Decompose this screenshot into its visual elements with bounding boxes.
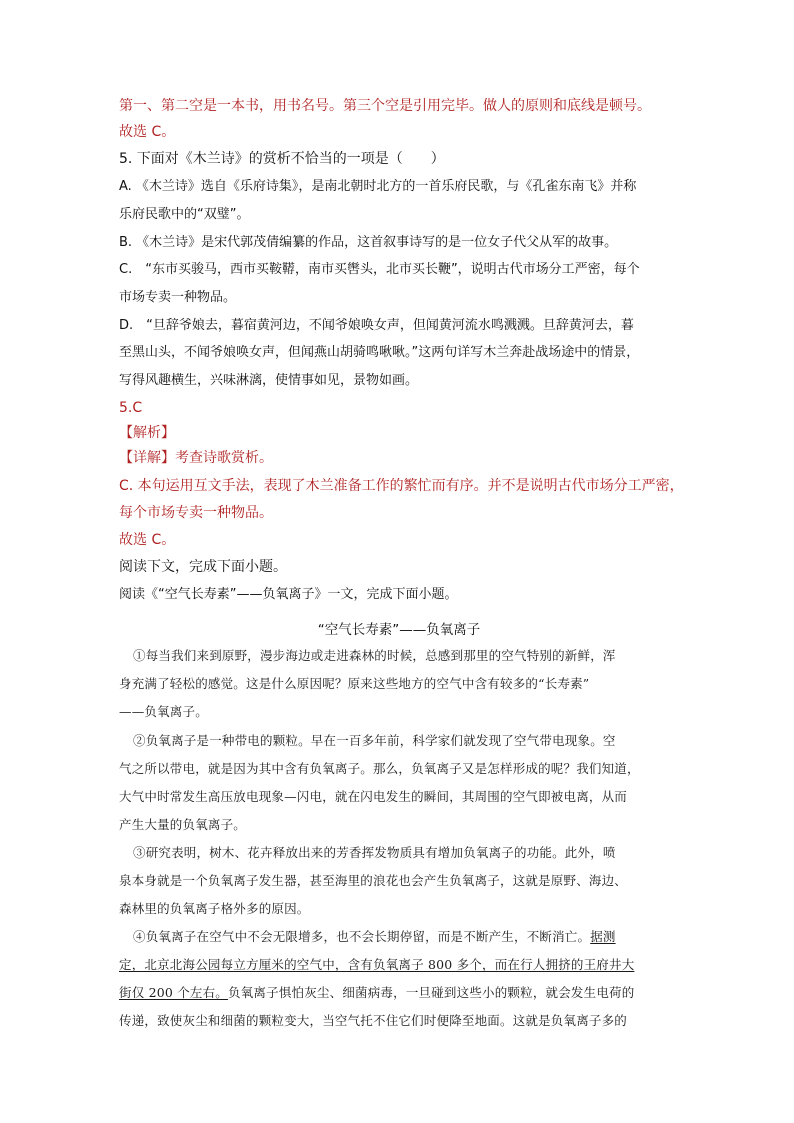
article-title: “空气长寿素”——负氧离子 (317, 622, 481, 638)
paragraph-4-line3 (119, 983, 679, 1003)
option-d-line1: D. “旦辞爷娘去，暮宿黄河边，不闻爷娘唤女声，但闻黄河流水鸣溅溅。旦辞黄河去，暮 (119, 318, 634, 333)
option-d-line3: 写得风趣横生，兴味淋漓，使情事如见，景物如画。 (119, 373, 419, 388)
paragraph-4-text-cont: 负氧离子惧怕灰尘、细菌病毒，一旦碰到这些小的颗粒，就会发生电荷的 (228, 985, 635, 1000)
answer-choice-line: 故选 C。 (119, 124, 176, 140)
detail-text: 考查诗歌赏析。 (175, 450, 273, 466)
underlined-text: 据测 (590, 929, 616, 944)
detail-heading: 【详解】 (119, 450, 175, 466)
explanation-line1: C. 本句运用互文手法，表现了木兰准备工作的繁忙而有序。并不是说明古代市场分工严密， (119, 478, 684, 494)
reading-instruction: 阅读下文，完成下面小题。 (119, 559, 287, 575)
option-d-line2: 至黑山头，不闻爷娘唤女声，但闻燕山胡骑鸣啾啾。”这两句详写木兰奔赴战场途中的情景， (119, 345, 640, 360)
option-c-line2: 市场专卖一种物品。 (119, 290, 237, 305)
analysis-heading: 【解析】 (119, 425, 175, 441)
paragraph-2-line1: ②负氧离子是一种带电的颗粒。早在一百多年前，科学家们就发现了空气带电现象。空 (133, 733, 616, 748)
reading-instruction-2: 阅读《“空气长寿素”——负氧离子》一文，完成下面小题。 (119, 587, 458, 602)
paragraph-1-line1: ①每当我们来到原野，漫步海边或走进森林的时候，总感到那里的空气特别的新鲜，浑 (133, 648, 616, 663)
paragraph-1-line3: ——负氧离子。 (119, 704, 208, 719)
paragraph-3-line1: ③研究表明，树木、花卉释放出来的芳香挥发物质具有增加负氧离子的功能。此外，喷 (133, 845, 616, 860)
answer-5: 5.C (119, 400, 143, 416)
underlined-text-end: 街仅 200 个左右。 (119, 985, 229, 1000)
option-b: B. 《木兰诗》是宋代郭茂倩编纂的作品，这首叙事诗写的是一位女子代父从军的故事。 (119, 235, 618, 250)
option-c-line1: C. “东市买骏马，西市买鞍鞯，南市买辔头，北市买长鞭”，说明古代市场分工严密，每个 (119, 262, 640, 277)
question-5-stem: 5. 下面对《木兰诗》的赏析不恰当的一项是（ ） (119, 151, 445, 167)
paragraph-4-line2: 定，北京北海公园每立方厘米的空气中，含有负氧离子 800 多个，而在行人拥挤的王府井大 (119, 957, 635, 972)
option-a-line2: 乐府民歌中的“双璧”。 (119, 207, 250, 222)
answer-explanation-line: 第一、第二空是一本书，用书名号。第三个空是引用完毕。做人的原则和底线是顿号。 (119, 98, 651, 114)
answer-choice-line-2: 故选 C。 (119, 532, 176, 548)
paragraph-3-line2: 泉本身就是一个负氧离子发生器，甚至海里的浪花也会产生负氧离子，这就是原野、海边、 (119, 873, 628, 888)
paragraph-2-line2: 气之所以带电，就是因为其中含有负氧离子。那么，负氧离子又是怎样形成的呢？我们知道， (119, 761, 640, 776)
option-a-line1: A. 《木兰诗》选自《乐府诗集》，是南北朝时北方的一首乐府民歌，与《孔雀东南飞》并称 (119, 179, 637, 194)
paragraph-4-line4: 传递，致使灰尘和细菌的颗粒变大，当空气托不住它们时便降至地面。这就是负氧离子多的 (119, 1013, 628, 1028)
paragraph-4-line1 (133, 927, 693, 947)
detail-line (119, 448, 679, 468)
paragraph-2-line3: 大气中时常发生高压放电现象—闪电，就在闪电发生的瞬间，其周围的空气即被电离，从而 (119, 789, 628, 804)
paragraph-3-line3: 森林里的负氧离子格外多的原因。 (119, 901, 310, 916)
paragraph-1-line2: 身充满了轻松的感觉。这是什么原因呢？原来这些地方的空气中含有较多的“长寿素” (119, 676, 590, 691)
paragraph-2-line4: 产生大量的负氧离子。 (119, 817, 247, 832)
paragraph-4-text: ④负氧离子在空气中不会无限增多，也不会长期停留，而是不断产生，不断消亡。 (133, 929, 591, 944)
explanation-line2: 每个市场专卖一种物品。 (119, 505, 273, 521)
